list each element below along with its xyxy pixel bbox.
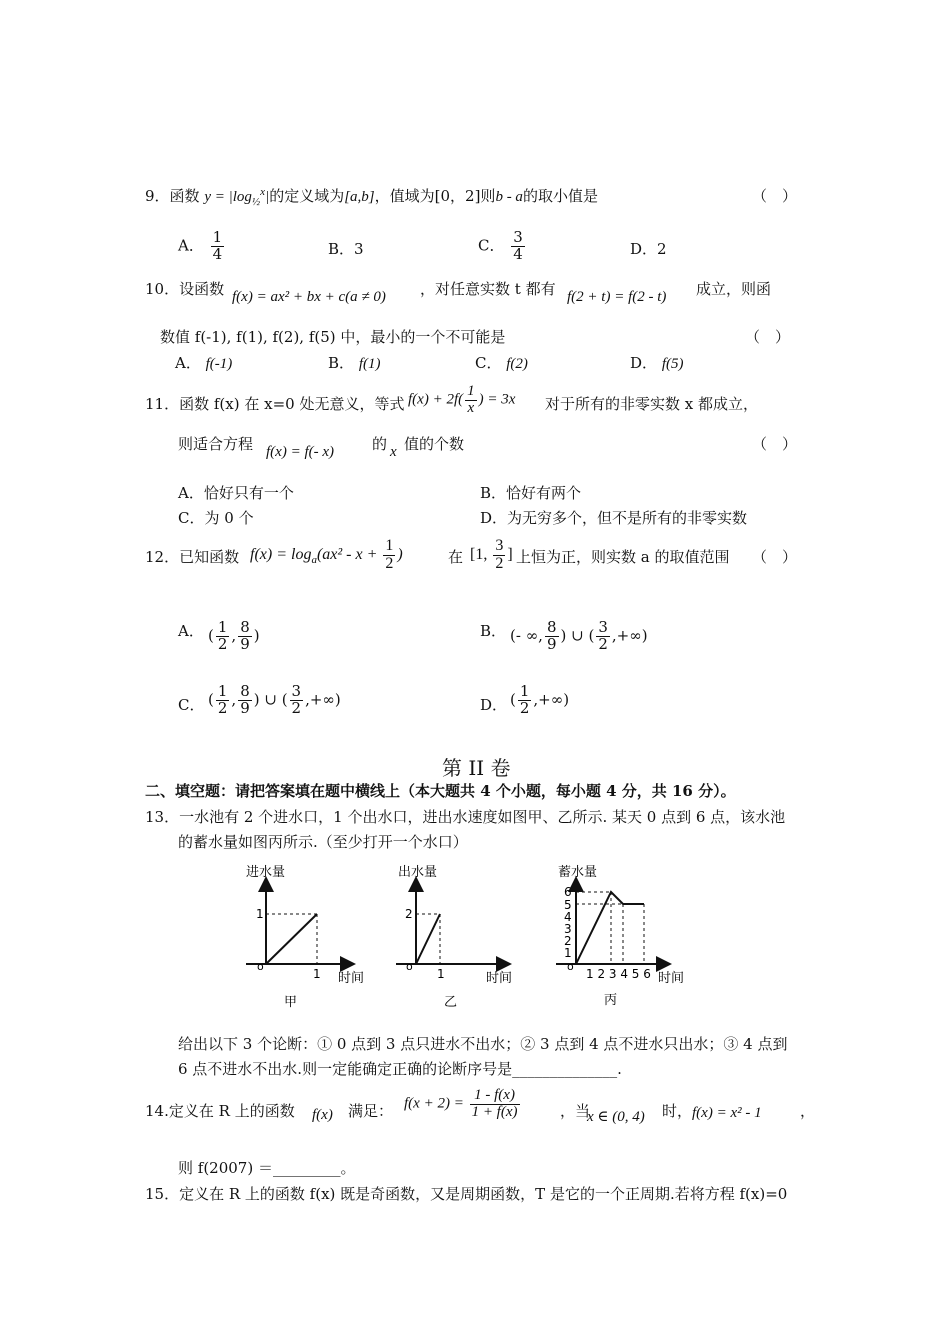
chart-jia-ylabel: 进水量: [246, 865, 286, 880]
q11-paren: （ ）: [752, 435, 798, 453]
q10-option-d: [630, 352, 683, 373]
option-label: C．: [478, 236, 505, 255]
chart-bing-origin: o: [567, 960, 574, 973]
q9-mid: 的定义域为: [269, 187, 345, 205]
chart-bing-ytick: 4: [564, 910, 572, 924]
q14-line2: [178, 1157, 355, 1178]
chart-bing-ytick: 1: [564, 946, 572, 960]
q14-pre: 定义在 R 上的函数: [168, 1102, 295, 1120]
option-text: 2: [657, 240, 667, 258]
chart-jia-ytick: 1: [256, 907, 264, 921]
q14-answer-blank[interactable]: _________。: [272, 1159, 356, 1177]
q11-tail: 对于所有的非零实数 x 都成立，: [545, 395, 758, 413]
q9-tail: 的取小值是: [522, 187, 598, 205]
option-label: B．: [328, 240, 355, 258]
chart-yi-xlabel: 时间: [486, 971, 513, 986]
q14-def: f(x) = x² - 1: [692, 1105, 762, 1121]
option-label: B．: [480, 484, 507, 502]
q11-option-b: [480, 482, 581, 503]
option-label: D．: [630, 240, 658, 258]
option-text: 为 0 个: [204, 509, 254, 527]
option-text: f(-1): [205, 356, 233, 372]
q11-pre: 函数 f(x) 在 x=0 处无意义，等式: [179, 395, 405, 413]
q15-stem: 15．定义在 R 上的函数 f(x) 既是奇函数，又是周期函数，T 是它的一个正周期.若将方程 f(x)=0: [145, 1185, 788, 1203]
option-text: f(2): [506, 356, 528, 372]
chart-yi: [396, 864, 512, 1010]
chart-bing-caption: 丙: [604, 993, 618, 1008]
option-text: 3: [354, 240, 364, 258]
q10-line2: 数值 f(-1), f(1), f(2), f(5) 中，最小的一个不可能是: [160, 328, 506, 346]
q11-option-d: [480, 507, 747, 528]
q9-option-c: [478, 230, 527, 263]
q14-number: 14.: [145, 1102, 169, 1120]
frac-num: 1: [212, 228, 223, 246]
q13-answer-blank[interactable]: ______________.: [512, 1060, 622, 1078]
q10-option-a: [175, 352, 232, 373]
option-text: 为无穷多个，但不是所有的非零实数: [507, 509, 748, 527]
q9-paren: （ ）: [752, 187, 798, 205]
section2-title: 第 II 卷: [442, 756, 511, 780]
chart-bing-xticks: 1 2 3 4 5 6: [586, 967, 651, 981]
chart-bing-ytick: 2: [564, 934, 572, 948]
q14-mid: 满足：: [348, 1102, 394, 1120]
q14-fx: f(x): [312, 1107, 333, 1123]
chart-yi-ytick: 2: [405, 907, 413, 921]
chart-bing-ytick: 3: [564, 922, 572, 936]
q10-paren: （ ）: [745, 328, 791, 346]
q11-line2-mid: 的: [372, 435, 388, 453]
q10-number: 10．: [145, 280, 180, 298]
q14-stem: [145, 1100, 295, 1121]
q11-option-c: [178, 507, 254, 528]
option-label: C．: [178, 509, 205, 527]
option-text: 恰好只有一个: [203, 484, 294, 502]
q12-option-d-expr: ( $\frac{1}{2}$ ,+∞): [510, 682, 570, 717]
q13-figures: [240, 858, 700, 1016]
option-label: B．: [328, 354, 355, 372]
q12-function: $f(x) = \log_a(ax^2 - x$ + $\frac{1}{2}$ ): [250, 537, 403, 572]
q13-line3: 给出以下 3 个论断：① 0 点到 3 点只进水不出水；② 3 点到 4 点不进水只出水；③ 4 点到: [178, 1035, 788, 1053]
q10-cond: f(2 + t) = f(2 - t): [567, 289, 667, 305]
q11-equation: f(x) + 2f( $\frac{1}{x}$ ) = 3x: [408, 383, 516, 416]
chart-bing-ylabel: 蓄水量: [558, 865, 598, 880]
chart-yi-ylabel: 出水量: [398, 865, 438, 880]
chart-bing: [556, 864, 684, 1008]
q12-paren: （ ）: [752, 548, 798, 566]
q12-option-d-label: D．: [480, 696, 508, 714]
chart-jia: [246, 864, 364, 1010]
q10-option-c: [475, 352, 528, 373]
chart-yi-xtick: 1: [437, 967, 445, 981]
q11-option-a: [178, 482, 294, 503]
frac-num: 3: [513, 228, 523, 246]
option-label: A．: [178, 236, 204, 255]
q12-option-c-label: C．: [178, 696, 205, 714]
q12-option-c-expr: ( $\frac{1}{2}$ , $\frac{8}{9}$ ) ∪ ( $\frac{3}{2}$ ,+∞): [208, 682, 341, 717]
q9-number: 9．: [145, 187, 170, 205]
q12-interval: [1, $\frac{3}{2}$ ]: [470, 537, 513, 572]
q9-domain: [a,b]: [344, 189, 375, 205]
chart-jia-origin: o: [257, 960, 264, 973]
q10-stem: [145, 278, 224, 299]
q9-formula: $y = |\log_{\frac{1}{2}}^x|$: [204, 186, 270, 208]
q12-option-b-expr: (- ∞, $\frac{8}{9}$ ) ∪ ( $\frac{3}{2}$ ,+∞): [510, 618, 648, 653]
q13-line1: 13．一水池有 2 个进水口，1 个出水口，进出水速度如图甲、乙所示. 某天 0 点到 6 点，该水池: [145, 808, 786, 826]
q9-option-b: [328, 238, 364, 259]
option-label: C．: [475, 354, 502, 372]
q10-pre: 设函数: [179, 280, 225, 298]
q11-number: 11．: [145, 395, 180, 413]
q11-line2-pre: 则适合方程: [178, 435, 254, 453]
option-text: f(5): [661, 356, 684, 372]
q10-option-b: [328, 352, 380, 373]
option-label: A．: [175, 354, 201, 372]
q9-option-d: [630, 238, 667, 259]
q9-range: ，值域为[0，2]则: [374, 187, 496, 205]
option-text: 恰好有两个: [506, 484, 582, 502]
chart-jia-caption: 甲: [284, 995, 298, 1010]
option-label: D．: [630, 354, 658, 372]
chart-jia-xtick: 1: [313, 967, 321, 981]
q14-equation: f(x + 2) = $\frac{1 - f(x)}{1 + f(x)}$: [404, 1087, 518, 1120]
q10-fx: f(x) = ax² + bx + c(a ≠ 0): [232, 289, 386, 305]
q11-line2-x: x: [390, 444, 397, 460]
q12-option-a-expr: ( $\frac{1}{2}$ , $\frac{8}{9}$ ): [208, 618, 260, 653]
q9-pre: 函数: [169, 187, 200, 205]
q13-line4: [178, 1058, 622, 1079]
option-label: D．: [480, 509, 508, 527]
q12-option-a-label: A．: [178, 622, 204, 640]
chart-bing-ytick: 6: [564, 885, 572, 899]
q12-tail: 上恒为正，则实数 a 的取值范围: [516, 548, 730, 566]
chart-bing-xlabel: 时间: [658, 971, 685, 986]
chart-yi-caption: 乙: [444, 995, 458, 1010]
q9-expr: b - a: [495, 189, 523, 205]
q12-pre: 已知函数: [179, 548, 240, 566]
q14-line2-text: 则 f(2007) ＝: [178, 1159, 273, 1177]
frac-den: 4: [513, 244, 523, 263]
q12-option-b-label: B．: [480, 622, 507, 640]
q11-line2-eq: f(x) = f(- x): [266, 444, 334, 460]
q14-when2: 时，: [662, 1102, 693, 1120]
chart-bing-ytick: 5: [564, 898, 572, 912]
option-text: f(1): [358, 356, 381, 372]
q14-cond: x ∈ (0, 4): [587, 1109, 645, 1125]
q14-comma: ，: [800, 1102, 816, 1120]
chart-yi-origin: o: [406, 960, 413, 973]
q10-mid: ，对任意实数 t 都有: [420, 280, 556, 298]
q9-stem: [145, 185, 598, 208]
q10-tail: 成立，则函: [696, 280, 772, 298]
q11-line2-tail: 值的个数: [404, 435, 465, 453]
frac-den: 4: [212, 244, 223, 263]
q13-line4-text: 6 点不进水不出水.则一定能确定正确的论断序号是: [178, 1060, 513, 1078]
q9-option-a: [178, 230, 226, 263]
option-label: A．: [178, 484, 204, 502]
q13-line2: 的蓄水量如图丙所示.（至少打开一个水口）: [178, 833, 468, 851]
q12-stem: [145, 546, 239, 567]
section2-header: 二、填空题：请把答案填在题中横线上（本大题共 4 个小题，每小题 4 分，共 16 分）。: [145, 782, 736, 800]
q12-number: 12．: [145, 548, 180, 566]
q12-mid: 在: [448, 548, 464, 566]
q11-stem: [145, 393, 404, 414]
chart-jia-xlabel: 时间: [338, 971, 365, 986]
q14-when: ，当: [560, 1102, 591, 1120]
